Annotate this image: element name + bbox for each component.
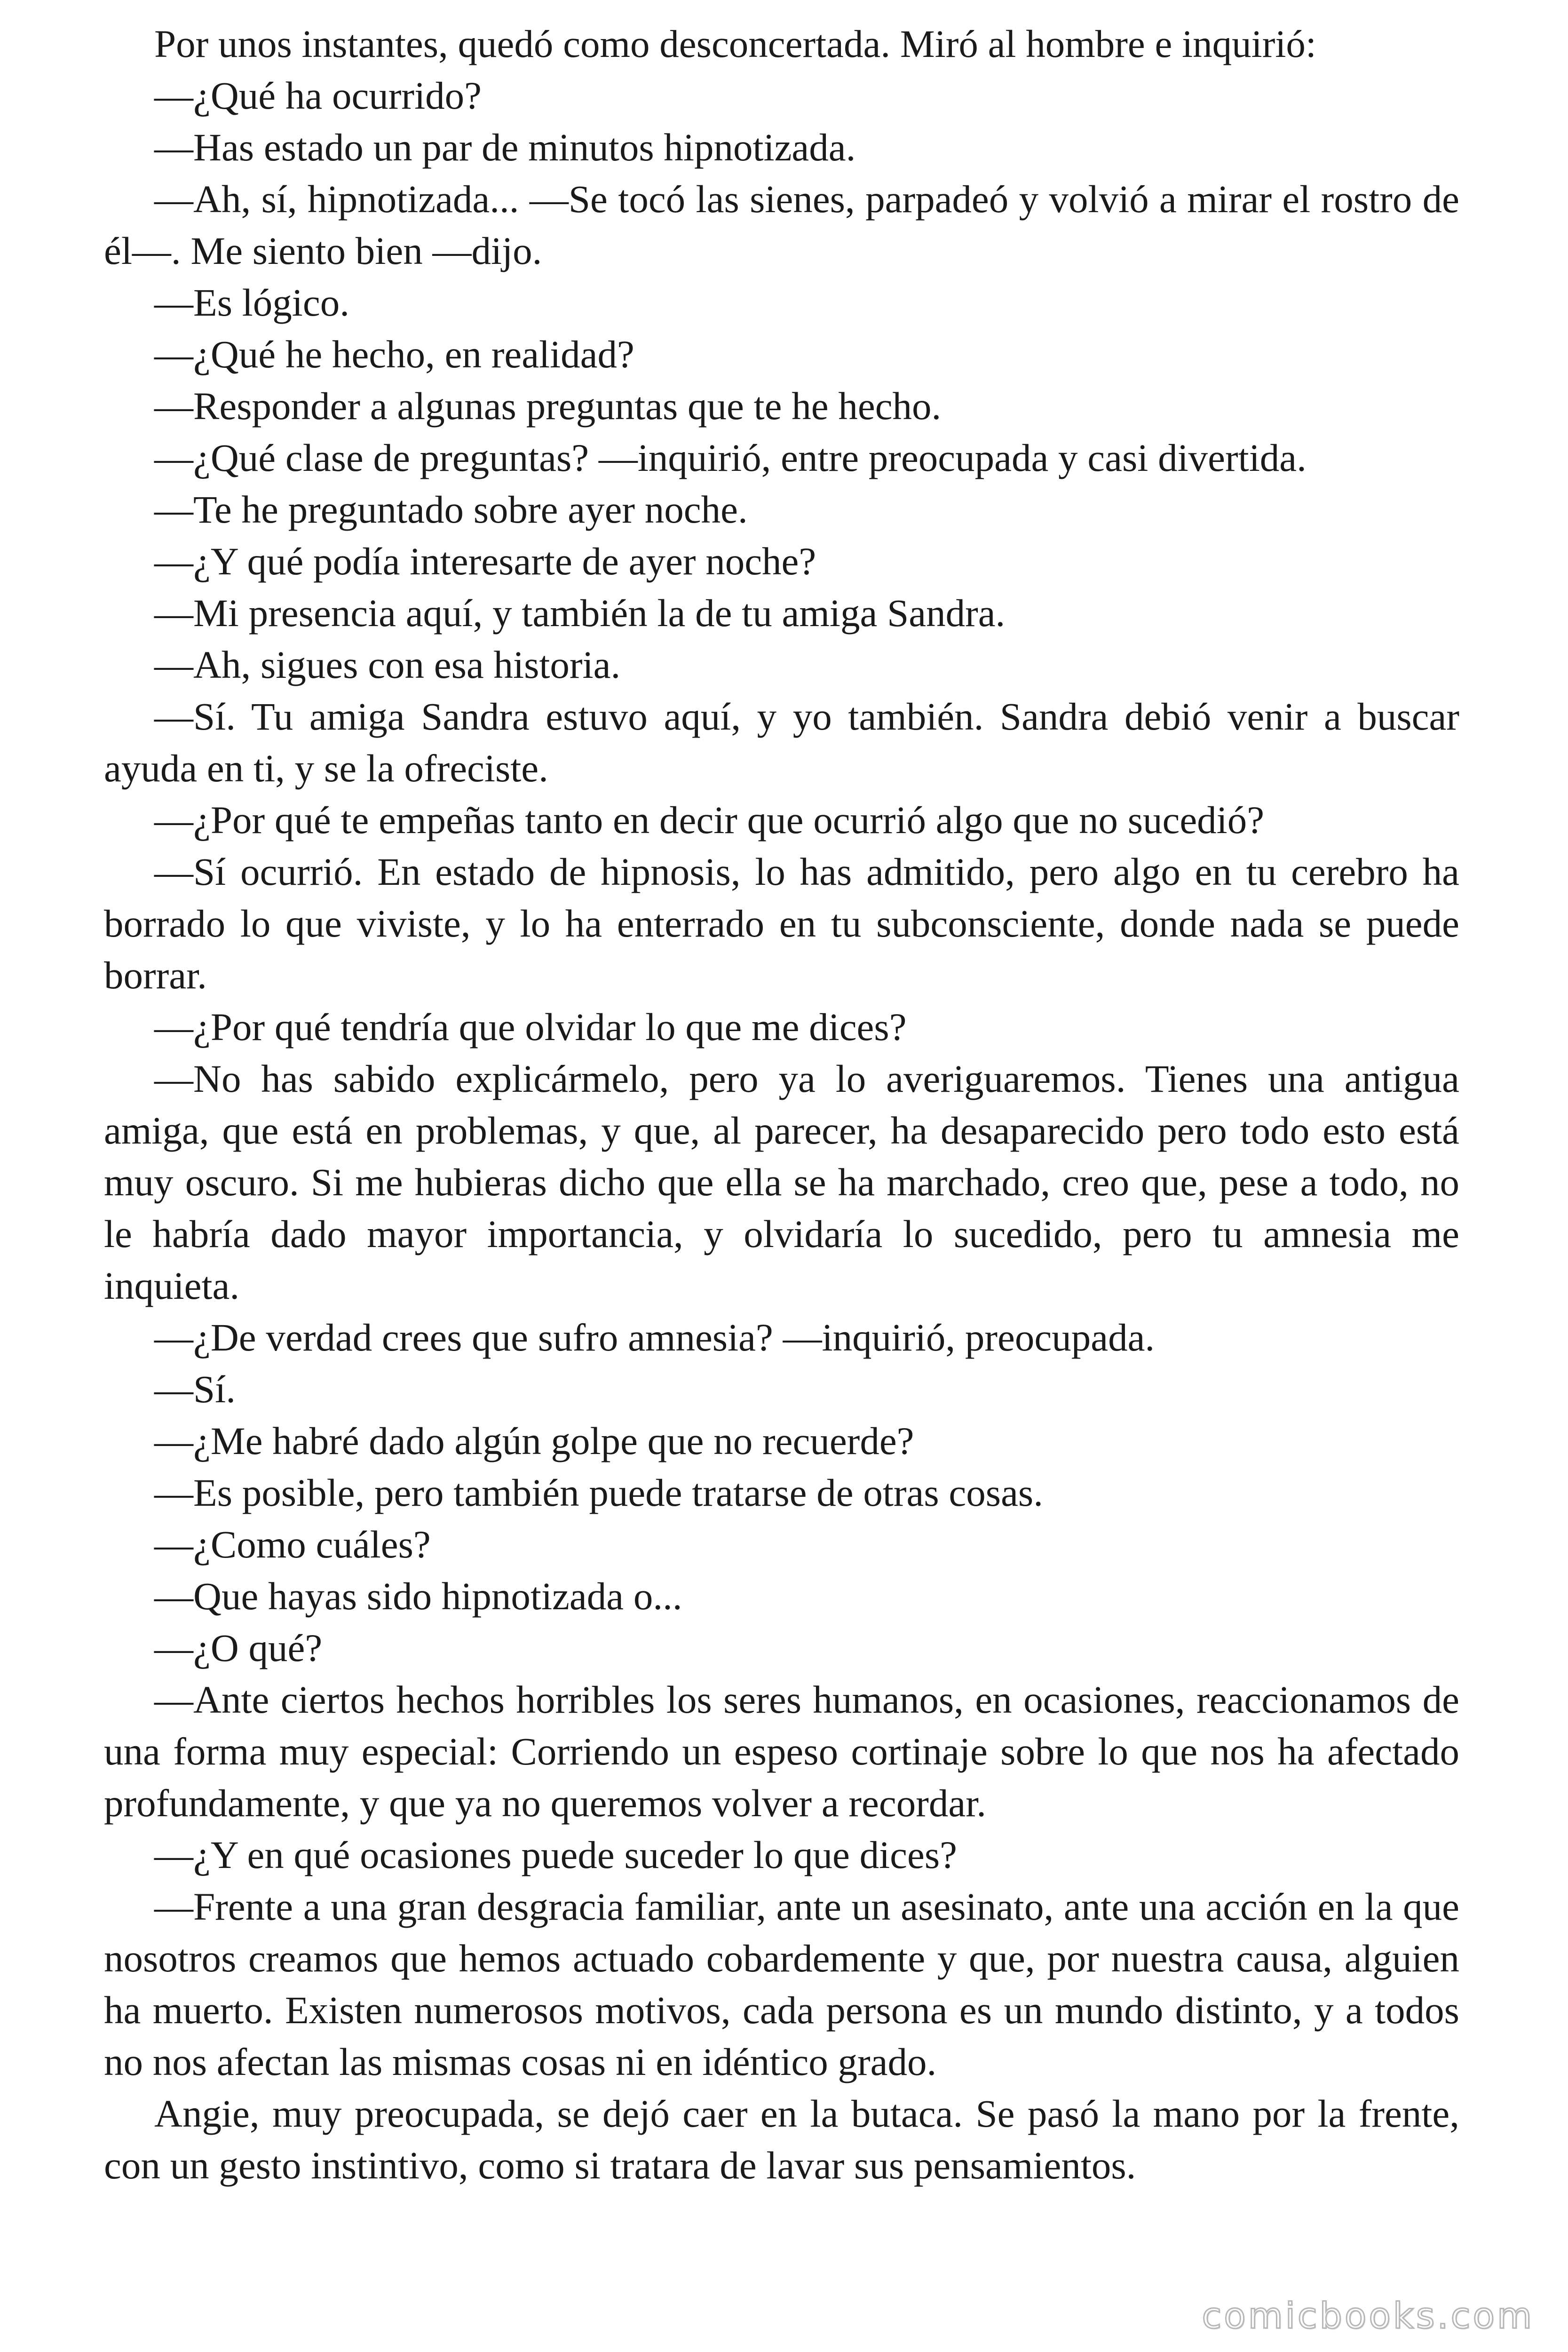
- paragraph: —Frente a una gran desgracia familiar, ante un asesinato, ante una acción en la que nosotros creamos que hemos actuado cobardemente y que, por nuestra causa, alguien ha muerto. Existen numerosos motivos, cada persona es un mundo distinto, y a todos no nos afectan las mismas cosas ni en idéntico grado.: [104, 1885, 1459, 2083]
- site-watermark: comicbooks.com: [1202, 2295, 1534, 2336]
- paragraph: —¿O qué?: [154, 1626, 323, 1669]
- paragraph: —¿Qué clase de preguntas? —inquirió, entre preocupada y casi divertida.: [154, 436, 1307, 479]
- paragraph: —¿Me habré dado algún golpe que no recuerde?: [154, 1419, 914, 1462]
- paragraph: —¿Por qué te empeñas tanto en decir que ocurrió algo que no sucedió?: [154, 798, 1265, 842]
- paragraph: —¿Qué he hecho, en realidad?: [154, 333, 634, 376]
- paragraph: —Ante ciertos hechos horribles los seres humanos, en ocasiones, reaccionamos de una forma muy especial: Corriendo un espeso cortinaje sobre lo que nos ha afectado profundamente, y que ya no queremos volver a recordar.: [104, 1678, 1459, 1825]
- book-page-text: [104, 18, 1459, 2191]
- paragraph: —Ah, sigues con esa historia.: [154, 643, 621, 686]
- paragraph: —No has sabido explicármelo, pero ya lo averiguaremos. Tienes una antigua amiga, que está en problemas, y que, al parecer, ha desaparecido pero todo esto está muy oscuro. Si me hubieras dicho que ella se ha marchado, creo que, pese a todo, no le habría dado mayor importancia, y olvidaría lo sucedido, pero tu amnesia me inquieta.: [104, 1057, 1459, 1307]
- paragraph: —¿Por qué tendría que olvidar lo que me dices?: [154, 1005, 907, 1049]
- paragraph: Por unos instantes, quedó como desconcertada. Miró al hombre e inquirió:: [154, 22, 1316, 65]
- paragraph: Angie, muy preocupada, se dejó caer en la butaca. Se pasó la mano por la frente, con un gesto instintivo, como si tratara de lavar sus pensamientos.: [104, 2092, 1459, 2187]
- paragraph: —¿Y qué podía interesarte de ayer noche?: [154, 540, 816, 583]
- paragraph: —¿De verdad crees que sufro amnesia? —inquirió, preocupada.: [154, 1316, 1155, 1359]
- paragraph: —Sí.: [154, 1367, 236, 1411]
- paragraph: —Es posible, pero también puede tratarse de otras cosas.: [154, 1471, 1043, 1514]
- paragraph: —¿Qué ha ocurrido?: [154, 74, 482, 117]
- paragraph: —Has estado un par de minutos hipnotizada.: [154, 126, 856, 169]
- paragraph: —Mi presencia aquí, y también la de tu amiga Sandra.: [154, 591, 1006, 635]
- paragraph: —Responder a algunas preguntas que te he hecho.: [154, 384, 942, 428]
- paragraph: —Sí. Tu amiga Sandra estuvo aquí, y yo también. Sandra debió venir a buscar ayuda en ti, y se la ofreciste.: [104, 695, 1459, 790]
- paragraph: —Ah, sí, hipnotizada... —Se tocó las sienes, parpadeó y volvió a mirar el rostro de él—. Me siento bien —dijo.: [104, 177, 1459, 272]
- paragraph: —Sí ocurrió. En estado de hipnosis, lo has admitido, pero algo en tu cerebro ha borrado lo que viviste, y lo ha enterrado en tu subconsciente, donde nada se puede borrar.: [104, 850, 1459, 997]
- paragraph: —¿Y en qué ocasiones puede suceder lo que dices?: [154, 1833, 957, 1876]
- paragraph: —¿Como cuáles?: [154, 1523, 431, 1566]
- paragraph: —Es lógico.: [154, 281, 349, 324]
- paragraph: —Que hayas sido hipnotizada o...: [154, 1574, 682, 1618]
- paragraph: —Te he preguntado sobre ayer noche.: [154, 488, 748, 531]
